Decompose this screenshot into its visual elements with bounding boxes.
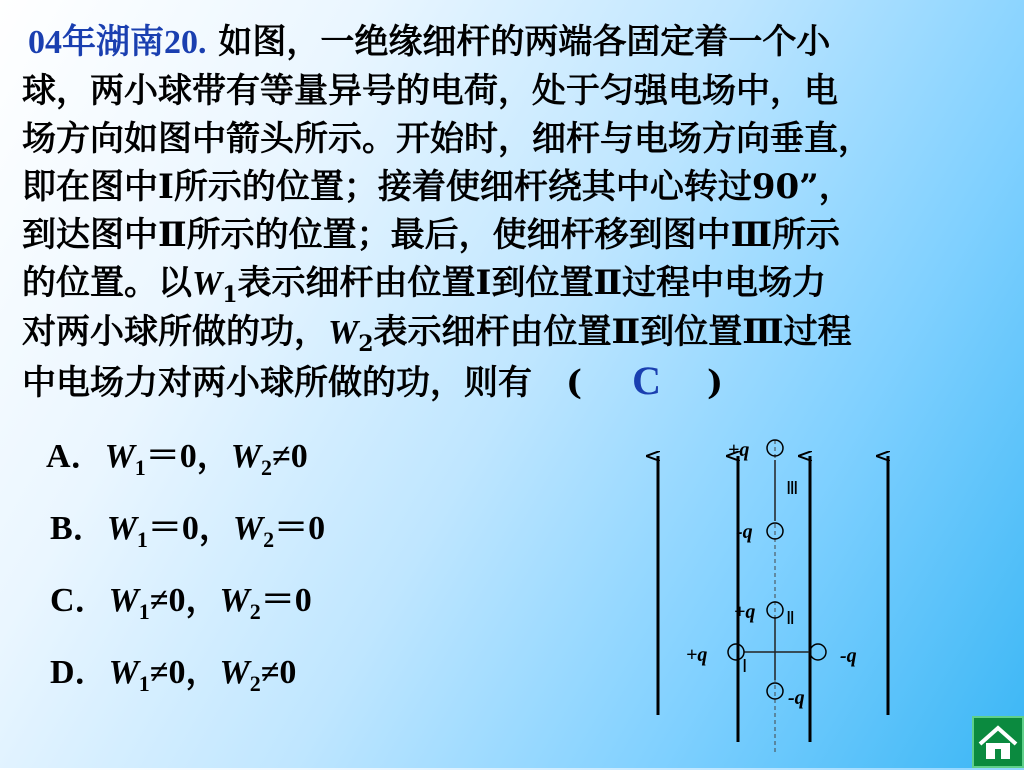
problem-line-4: 即在图中Ⅰ所示的位置；接着使细杆绕其中心转过90”， bbox=[22, 167, 853, 207]
label-i-minus-q: -q bbox=[840, 645, 857, 667]
charge-i-negative bbox=[810, 644, 826, 660]
home-icon bbox=[974, 718, 1022, 766]
problem-text bbox=[22, 18, 1012, 407]
label-position-ii: Ⅱ bbox=[786, 608, 795, 628]
label-ii-minus-q: -q bbox=[788, 687, 805, 709]
home-button[interactable] bbox=[972, 716, 1024, 768]
field-diagram bbox=[630, 430, 890, 760]
option-d[interactable]: D．$W_1\ne 0$，$W_2\ne 0$ bbox=[50, 654, 297, 696]
problem-source: 04年湖南20. bbox=[28, 24, 207, 61]
label-iii-plus-q: +q bbox=[728, 439, 750, 461]
label-i-plus-q: +q bbox=[686, 644, 708, 666]
problem-line-5: 到达图中Ⅱ所示的位置；最后，使细杆移到图中Ⅲ所示 bbox=[22, 215, 841, 255]
option-a[interactable]: A．$W_1=0$，$W_2\ne 0$ bbox=[46, 438, 308, 480]
option-c[interactable]: C．$W_1\ne 0$，$W_2=0$ bbox=[50, 582, 312, 624]
label-ii-plus-q: +q bbox=[734, 601, 756, 623]
label-position-i: Ⅰ bbox=[742, 656, 748, 676]
problem-line-8: 中电场力对两小球所做的功，则有 ( C ) bbox=[22, 358, 724, 403]
problem-line-6: 的位置。以$W_1$表示细杆由位置Ⅰ到位置Ⅱ过程中电场力 bbox=[22, 263, 827, 308]
label-iii-minus-q: -q bbox=[736, 521, 753, 543]
problem-line-1: 04年湖南20. 如图，一绝缘细杆的两端各固定着一个小 bbox=[28, 22, 831, 62]
problem-line-2: 球，两小球带有等量异号的电荷，处于匀强电场中，电 bbox=[22, 71, 838, 111]
problem-line-7: 对两小球所做的功，$W_2$表示细杆由位置Ⅱ到位置Ⅲ过程 bbox=[22, 312, 852, 357]
label-position-iii: Ⅲ bbox=[786, 478, 799, 498]
answer-letter: C bbox=[632, 358, 661, 403]
option-b[interactable]: B．$W_1=0$，$W_2=0$ bbox=[50, 510, 326, 552]
problem-line-3: 场方向如图中箭头所示。开始时，细杆与电场方向垂直， bbox=[22, 119, 872, 159]
